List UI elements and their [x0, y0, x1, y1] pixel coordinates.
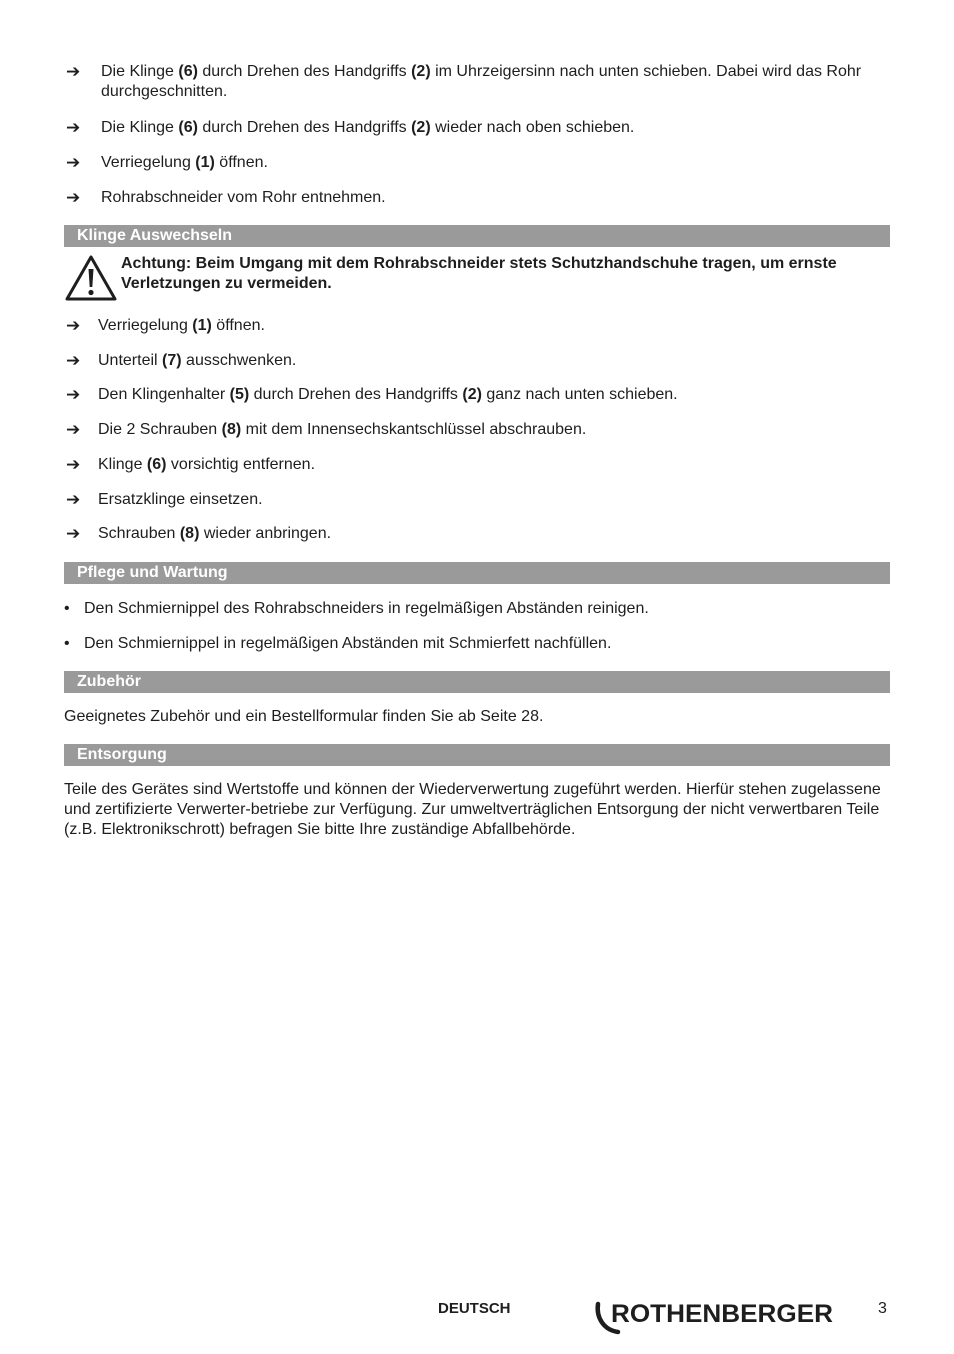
step-text: Den Klingenhalter (5) durch Drehen des Handgriffs (2) ganz nach unten schieben. [98, 386, 678, 403]
step-text: Schrauben (8) wieder anbringen. [98, 525, 332, 542]
step-text: Unterteil (7) ausschwenken. [98, 352, 297, 369]
step-text: Ersatzklinge einsetzen. [98, 491, 263, 508]
step-text: Die Klinge (6) durch Drehen des Handgriffs (2) wieder nach oben schieben. [101, 119, 635, 136]
section-heading-accessories: Zubehör [64, 671, 890, 693]
bullet-icon: • [64, 635, 70, 652]
step-text: Klinge (6) vorsichtig entfernen. [98, 456, 316, 473]
step-text: Die 2 Schrauben (8) mit dem Innensechskantschlüssel abschrauben. [98, 421, 587, 438]
step-text: Die Klinge (6) durch Drehen des Handgriffs (2) im Uhrzeigersinn nach unten schieben. Dabei wird das Rohr durchgeschnitten. [101, 63, 862, 100]
disposal-text: Teile des Gerätes sind Wertstoffe und können der Wiederverwertung zugeführt werden. Hierfür stehen zugelassene und zertifizierte Verwerter-betriebe zur Verfügung. Zur umweltverträglichen Entsorgung der nicht verwertbaren Teile (z.B. Elektronikschrott) befragen Sie bitte Ihre zuständige Abfallbehörde. [64, 781, 881, 838]
section-heading-blade: Klinge Auswechseln [64, 225, 890, 247]
bullet-text: Den Schmiernippel des Rohrabschneiders in regelmäßigen Abständen reinigen. [84, 600, 649, 617]
step-text: Rohrabschneider vom Rohr entnehmen. [101, 189, 386, 206]
arrow-right-icon: ➔ [66, 118, 81, 137]
rothenberger-logo [594, 1296, 844, 1336]
step-text: Verriegelung (1) öffnen. [101, 154, 268, 171]
brand-wordmark: ROTHENBERGER [611, 1300, 833, 1328]
arrow-right-icon: ➔ [66, 188, 81, 207]
footer-language: DEUTSCH [438, 1300, 511, 1317]
arrow-right-icon: ➔ [66, 385, 81, 404]
page-number: 3 [878, 1300, 887, 1317]
arrow-right-icon: ➔ [66, 455, 81, 474]
arrow-right-icon: ➔ [66, 490, 81, 509]
section-heading-care: Pflege und Wartung [64, 562, 890, 584]
bullet-text: Den Schmiernippel in regelmäßigen Abständen mit Schmierfett nachfüllen. [84, 635, 612, 652]
warning-triangle-icon [64, 254, 118, 302]
arrow-right-icon: ➔ [66, 420, 81, 439]
step-text: Verriegelung (1) öffnen. [98, 317, 265, 334]
arrow-right-icon: ➔ [66, 316, 81, 335]
arrow-right-icon: ➔ [66, 351, 81, 370]
arrow-right-icon: ➔ [66, 62, 81, 81]
arrow-right-icon: ➔ [66, 524, 81, 543]
arrow-right-icon: ➔ [66, 153, 81, 172]
accessories-text: Geeignetes Zubehör und ein Bestellformular finden Sie ab Seite 28. [64, 708, 544, 725]
warning-text: Achtung: Beim Umgang mit dem Rohrabschneider stets Schutzhandschuhe tragen, um ernste Verletzungen zu vermeiden. [121, 255, 837, 292]
bullet-icon: • [64, 600, 70, 617]
section-heading-disposal: Entsorgung [64, 744, 890, 766]
